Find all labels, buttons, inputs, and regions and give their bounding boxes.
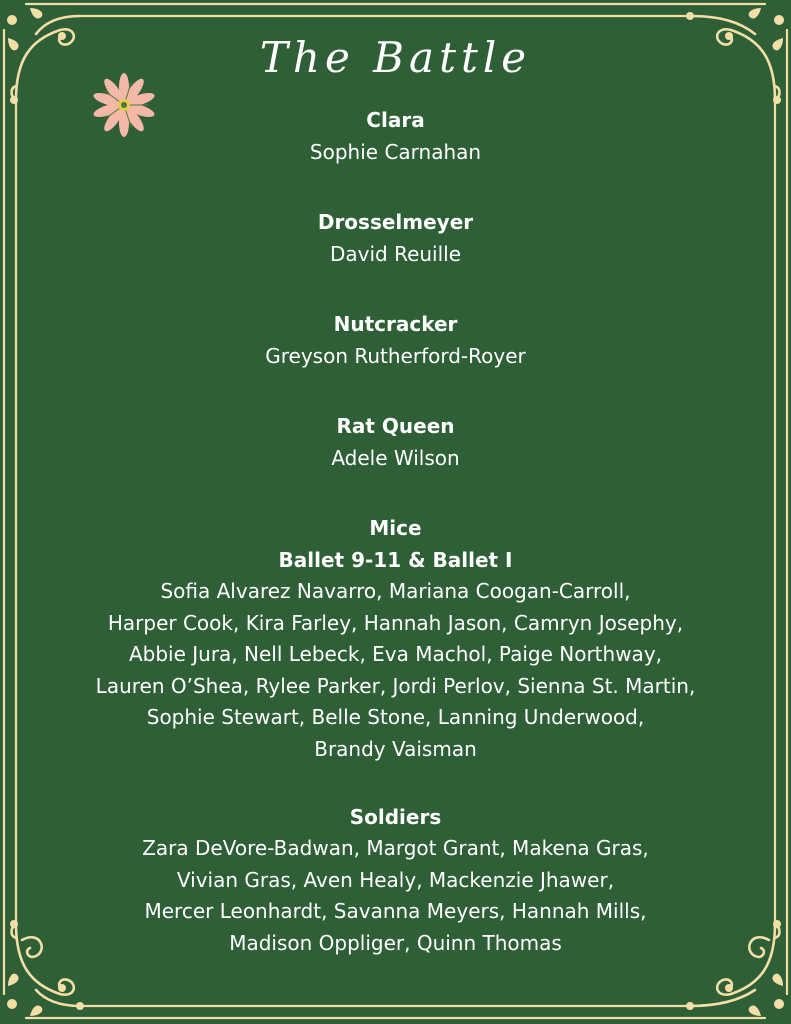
performer-names-line: Mercer Leonhardt, Savanna Meyers, Hannah Mills, [144,899,647,923]
performer-name: Greyson Rutherford-Royer [265,344,526,368]
performer-names-line: Zara DeVore-Badwan, Margot Grant, Makena Gras, [142,836,649,860]
performer-names-line: Vivian Gras, Aven Healy, Mackenzie Jhawer, [176,867,615,892]
performer-names-line: Lauren O’Shea, Rylee Parker, Jordi Perlov, Sienna St. Martin, [95,673,696,698]
performer-names-line: Brandy Vaisman [314,736,477,761]
performer-name: Adele Wilson [331,446,460,470]
performer-names-line: Sophie Stewart, Belle Stone, Lanning Underwood, [146,705,645,729]
cast-entry-rat-queen [40,410,751,474]
role-heading: Rat Queen [336,414,455,438]
role-heading: Mice [369,516,422,540]
cast-entry-nutcracker [40,308,751,372]
cast-entry-clara [40,104,751,168]
role-subheading: Ballet 9-11 & Ballet I [278,548,513,572]
cast-entry-soldiers [40,801,751,959]
performer-name: Sophie Carnahan [309,140,482,164]
page-title: The Battle [259,33,532,82]
performer-names-line: Madison Oppliger, Quinn Thomas [229,930,562,955]
role-heading: Soldiers [349,805,442,829]
role-heading: Clara [366,108,425,132]
performer-names-line: Sofia Alvarez Navarro, Mariana Coogan-Carroll, [160,579,631,603]
role-heading: Nutcracker [333,312,458,336]
performer-names-line: Harper Cook, Kira Farley, Hannah Jason, Camryn Josephy, [107,610,684,635]
cast-list [40,104,751,959]
performer-names-line: Abbie Jura, Nell Lebeck, Eva Machol, Paige Northway, [128,642,663,666]
role-heading: Drosselmeyer [317,210,474,234]
cast-entry-drosselmeyer [40,206,751,270]
performer-name: David Reuille [329,242,462,266]
cast-entry-mice [40,512,751,765]
